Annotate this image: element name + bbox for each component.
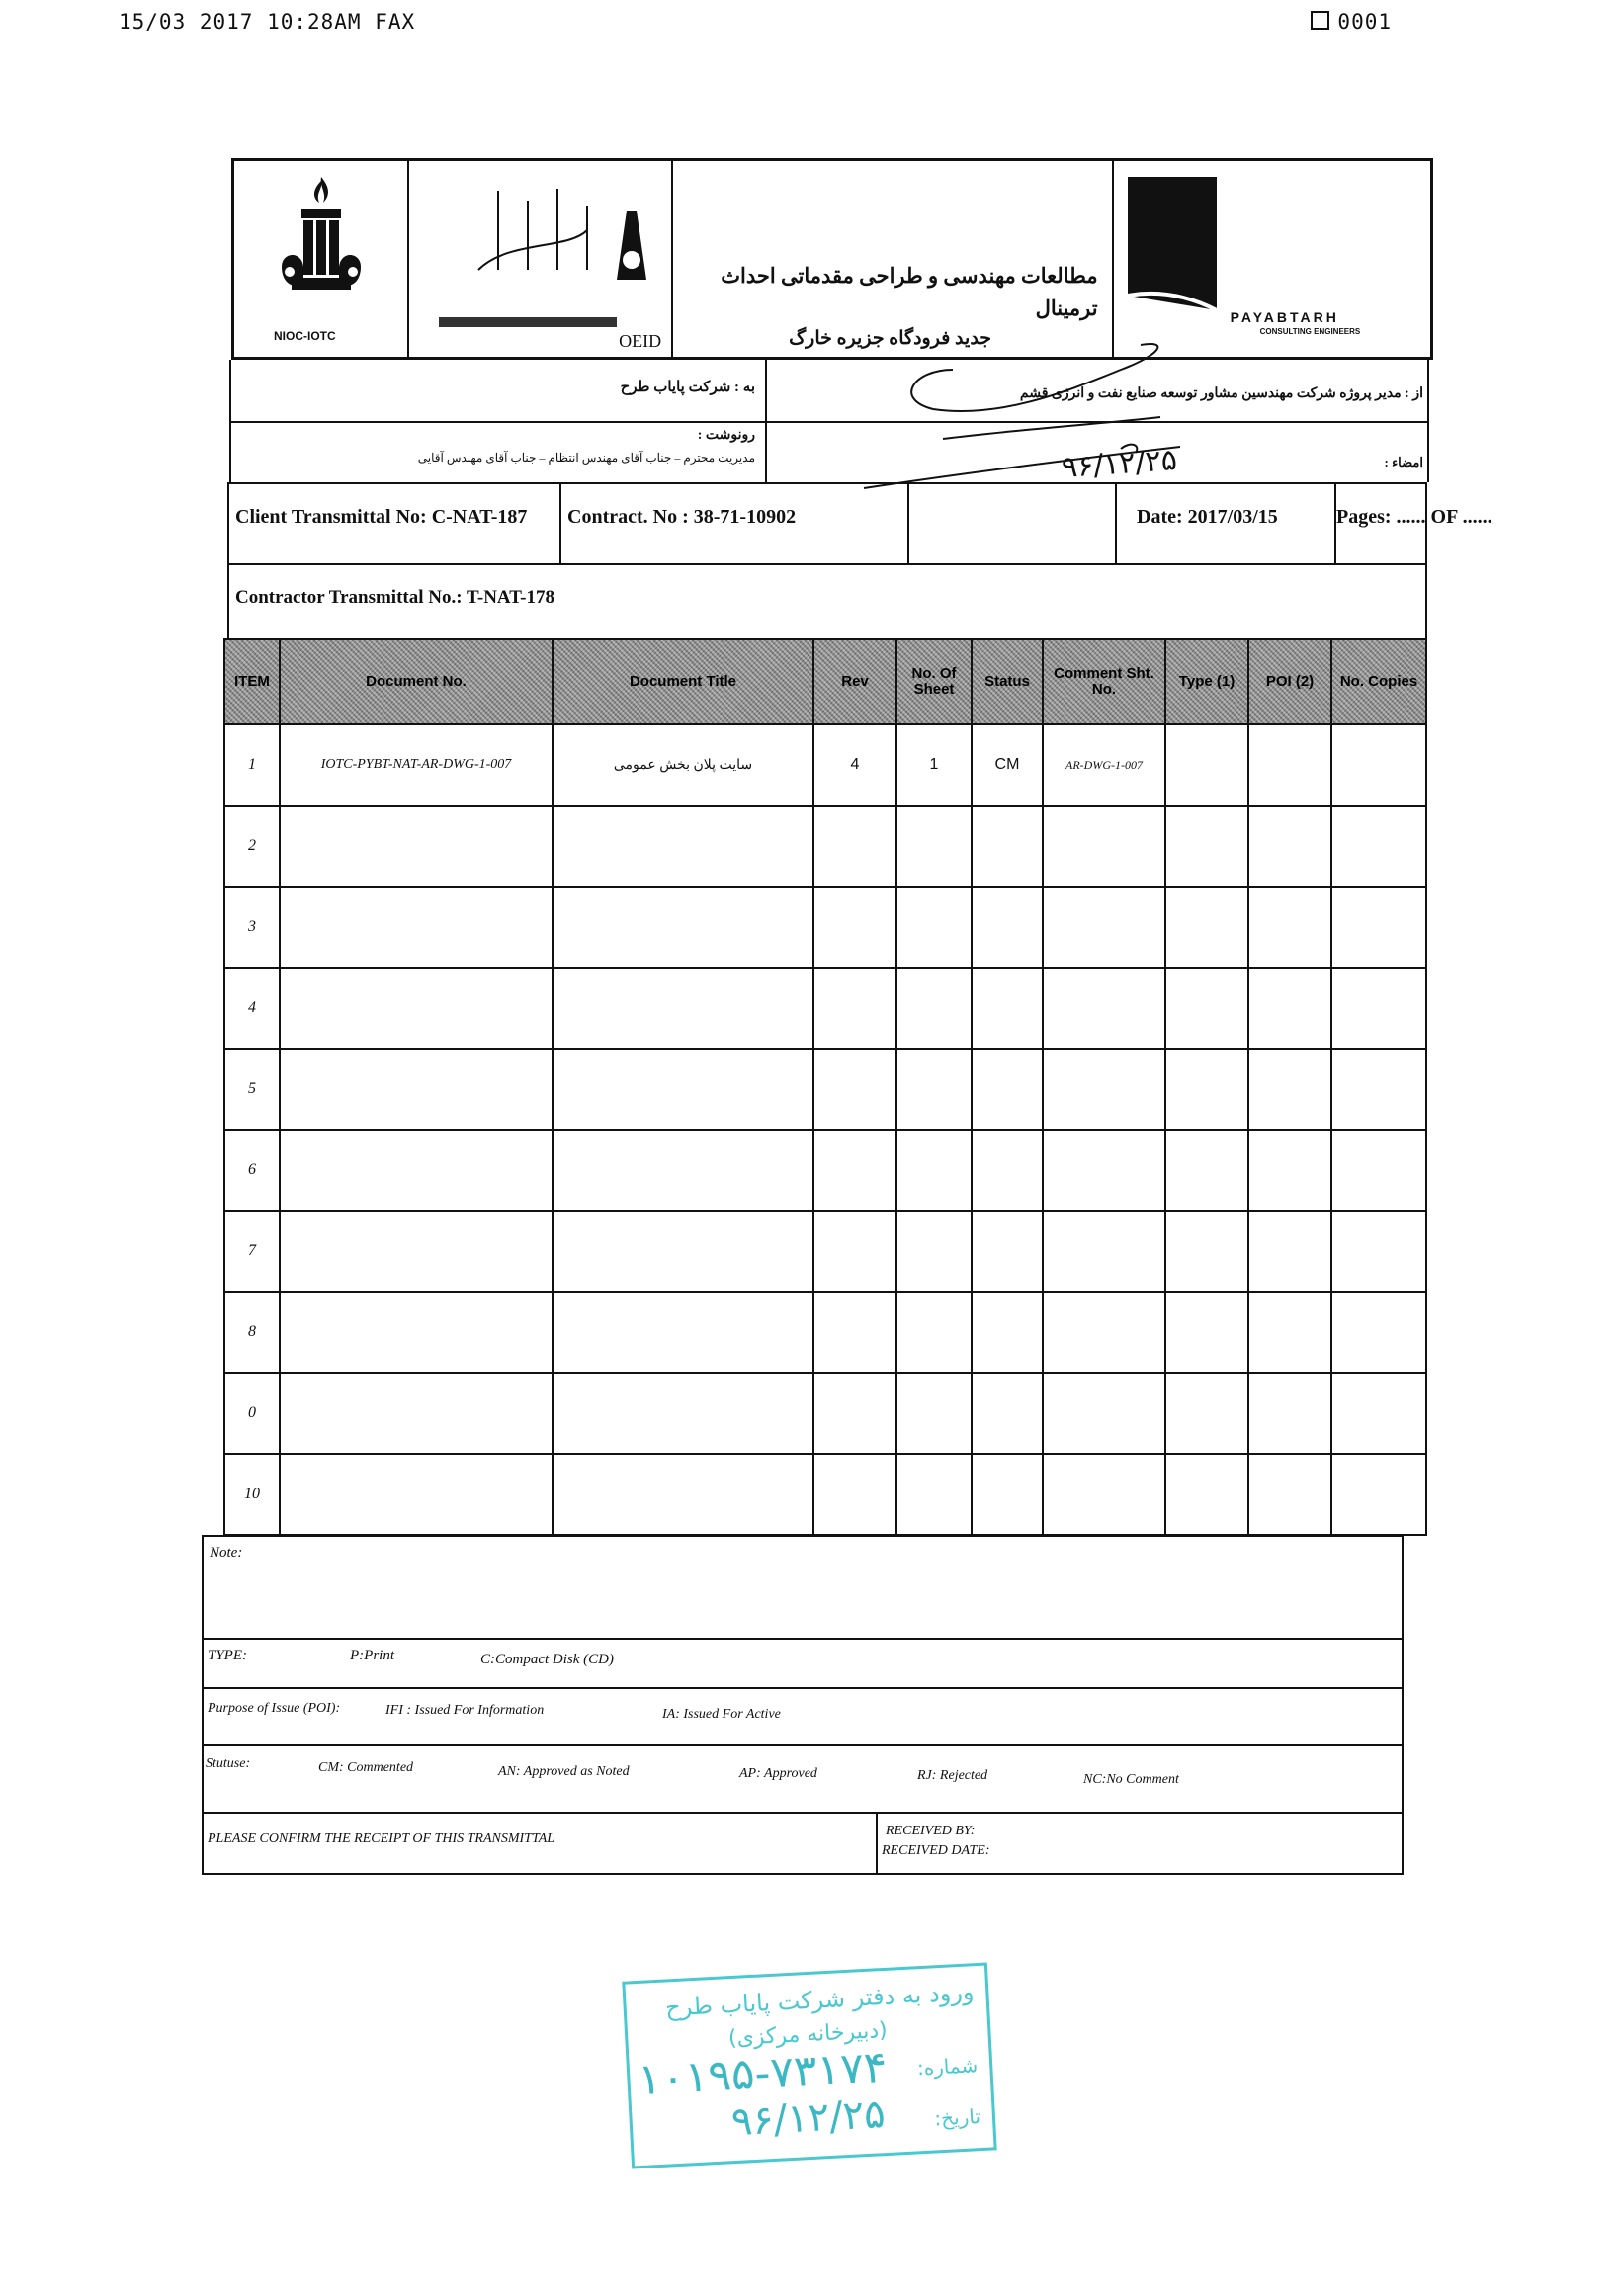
stamp-number-value: ۱۰۱۹۵-۷۳۱۷۴: [637, 2041, 889, 2106]
cell-copies: [1331, 1211, 1426, 1292]
legend-divider-3: [204, 1744, 1402, 1746]
table-row: [224, 887, 1426, 968]
cell-title: [553, 968, 813, 1049]
poi-ia: IA: Issued For Active: [662, 1707, 781, 1722]
payabtarh-name: PAYABTARH: [1230, 309, 1339, 325]
oeid-logo-icon: [419, 181, 666, 329]
cell-doc-no: [280, 1373, 553, 1454]
cell-doc-no: [280, 887, 553, 968]
col-item: ITEM: [224, 639, 280, 724]
cell-copies: [1331, 968, 1426, 1049]
cell-status: [972, 1373, 1043, 1454]
cell-status: [972, 1454, 1043, 1535]
contractor-transmittal-no: Contractor Transmittal No.: T-NAT-178: [235, 587, 554, 608]
confirm-receipt: PLEASE CONFIRM THE RECEIPT OF THIS TRANSMITTAL: [208, 1831, 555, 1846]
col-no-copies: No. Copies: [1331, 639, 1426, 724]
cell-item: 7: [224, 1211, 280, 1292]
confirm-divider: [876, 1812, 878, 1875]
cell-poi: [1248, 1292, 1331, 1373]
cell-poi: [1248, 1130, 1331, 1211]
cell-status: [972, 1130, 1043, 1211]
nioc-caption: NIOC-IOTC: [274, 329, 336, 343]
cell-sheets: [896, 968, 972, 1049]
status-cm: CM: Commented: [318, 1760, 414, 1775]
cell-title: [553, 1373, 813, 1454]
stamp-number-label: شماره:: [916, 2053, 979, 2081]
oeid-caption: OEID: [619, 331, 662, 351]
cell-poi: [1248, 968, 1331, 1049]
status-rj: RJ: Rejected: [917, 1768, 988, 1783]
stamp-date-label: تاریخ:: [933, 2104, 981, 2131]
nioc-logo-icon: [262, 173, 381, 321]
cell-copies: [1331, 1130, 1426, 1211]
cell-title: [553, 1454, 813, 1535]
cell-doc-no: [280, 1049, 553, 1130]
cell-comment: [1043, 1211, 1165, 1292]
signature-label: امضاء :: [1384, 455, 1423, 469]
cell-poi: [1248, 887, 1331, 968]
cell-copies: [1331, 724, 1426, 806]
cell-rev: [813, 1373, 896, 1454]
col-type: Type (1): [1165, 639, 1248, 724]
pages-field: Pages: ...... OF ......: [1336, 506, 1492, 528]
cell-status: [972, 1292, 1043, 1373]
status-nc: NC:No Comment: [1083, 1772, 1179, 1787]
contract-no: Contract. No : 38-71-10902: [561, 484, 909, 563]
cell-sheets: [896, 1454, 972, 1535]
table-row: [224, 1292, 1426, 1373]
from-field: از : مدیر پروژه شرکت مهندسین مشاور توسعه صنایع نفت و انرژی قشم: [1019, 386, 1423, 401]
cell-comment: AR-DWG-1-007: [1043, 724, 1165, 806]
cell-type: [1165, 724, 1248, 806]
cell-rev: [813, 968, 896, 1049]
cell-title: [553, 887, 813, 968]
cell-doc-no: [280, 806, 553, 887]
cc-label: رونوشت :: [697, 428, 755, 443]
cell-type: [1165, 968, 1248, 1049]
to-field: به : شرکت پایاب طرح: [620, 380, 755, 395]
status-an: AN: Approved as Noted: [498, 1764, 630, 1779]
cell-comment: [1043, 887, 1165, 968]
payabtarh-logo-icon: [1128, 177, 1227, 325]
cell-rev: [813, 887, 896, 968]
cell-title: [553, 806, 813, 887]
cell-status: [972, 887, 1043, 968]
legend-block: [202, 1535, 1404, 1875]
payabtarh-logo-cell: [1114, 161, 1430, 357]
cell-status: [972, 968, 1043, 1049]
cell-comment: [1043, 968, 1165, 1049]
cell-doc-no: [280, 1211, 553, 1292]
cell-copies: [1331, 1049, 1426, 1130]
cell-sheets: [896, 1049, 972, 1130]
cell-status: [972, 806, 1043, 887]
col-rev: Rev: [813, 639, 896, 724]
legend-divider-2: [204, 1687, 1402, 1689]
cell-sheets: [896, 1130, 972, 1211]
type-cd: C:Compact Disk (CD): [480, 1652, 614, 1667]
cell-rev: [813, 806, 896, 887]
cell-sheets: [896, 806, 972, 887]
received-date: RECEIVED DATE:: [882, 1843, 990, 1858]
cell-type: [1165, 1373, 1248, 1454]
oeid-logo-cell: [409, 161, 673, 357]
cell-sheets: [896, 887, 972, 968]
cell-comment: [1043, 1049, 1165, 1130]
col-comment-sht: Comment Sht. No.: [1043, 639, 1165, 724]
cell-doc-no: [280, 1454, 553, 1535]
col-no-of-sheet: No. Of Sheet: [896, 639, 972, 724]
status-label: Stutuse:: [206, 1756, 251, 1771]
cell-item: 2: [224, 806, 280, 887]
col-document-no: Document No.: [280, 639, 553, 724]
cell-item: 5: [224, 1049, 280, 1130]
fax-checkbox-icon: [1311, 11, 1329, 30]
cell-item: 8: [224, 1292, 280, 1373]
cell-poi: [1248, 1454, 1331, 1535]
cell-doc-no: [280, 1292, 553, 1373]
cell-comment: [1043, 806, 1165, 887]
cell-rev: [813, 1211, 896, 1292]
cell-item: 4: [224, 968, 280, 1049]
poi-label: Purpose of Issue (POI):: [208, 1701, 341, 1716]
table-row: [224, 968, 1426, 1049]
cell-sheets: [896, 1211, 972, 1292]
cell-type: [1165, 1049, 1248, 1130]
table-row: [224, 1211, 1426, 1292]
cell-copies: [1331, 1292, 1426, 1373]
cell-poi: [1248, 1211, 1331, 1292]
cell-copies: [1331, 806, 1426, 887]
cell-item: 6: [224, 1130, 280, 1211]
cell-comment: [1043, 1373, 1165, 1454]
type-print: P:Print: [350, 1648, 394, 1663]
note-label: Note:: [210, 1545, 243, 1561]
cell-doc-no: [280, 968, 553, 1049]
table-header-row: [224, 639, 1426, 724]
cell-type: [1165, 1454, 1248, 1535]
date-pages-divider: [1115, 482, 1117, 565]
fax-page-value: 0001: [1337, 10, 1392, 34]
cell-type: [1165, 1130, 1248, 1211]
date-field: Date: 2017/03/15: [909, 484, 1336, 563]
cell-poi: [1248, 1049, 1331, 1130]
poi-ifi: IFI : Issued For Information: [385, 1703, 545, 1718]
cell-copies: [1331, 887, 1426, 968]
cell-sheets: 1: [896, 724, 972, 806]
table-row: [224, 806, 1426, 887]
reception-stamp: [622, 1962, 996, 2168]
cell-sheets: [896, 1373, 972, 1454]
table-row: [224, 1130, 1426, 1211]
cell-status: CM: [972, 724, 1043, 806]
table-row: [224, 1454, 1426, 1535]
cell-copies: [1331, 1454, 1426, 1535]
client-transmittal-no: Client Transmittal No: C-NAT-187: [229, 484, 561, 563]
cell-item: 10: [224, 1454, 280, 1535]
cell-item: 3: [224, 887, 280, 968]
fax-timestamp: 15/03 2017 10:28AM FAX: [119, 10, 416, 34]
col-poi: POI (2): [1248, 639, 1331, 724]
cell-item: 0: [224, 1373, 280, 1454]
cell-title: [553, 1130, 813, 1211]
cell-copies: [1331, 1373, 1426, 1454]
cell-rev: 4: [813, 724, 896, 806]
table-row: [224, 1373, 1426, 1454]
cell-type: [1165, 806, 1248, 887]
col-document-title: Document Title: [553, 639, 813, 724]
type-label: TYPE:: [208, 1648, 248, 1663]
handwritten-date: ۹۶/۱۲/۲۵: [1060, 442, 1178, 486]
cell-item: 1: [224, 724, 280, 806]
cell-doc-no: IOTC-PYBT-NAT-AR-DWG-1-007: [280, 724, 553, 806]
nioc-logo-cell: [234, 161, 409, 357]
project-title-line-2: جدید فرودگاه جزیره خارگ: [789, 328, 992, 350]
cell-sheets: [896, 1292, 972, 1373]
cell-status: [972, 1211, 1043, 1292]
cell-poi: [1248, 724, 1331, 806]
cell-status: [972, 1049, 1043, 1130]
stamp-line-1: ورود به دفتر شرکت پایاب طرح: [664, 1978, 976, 2022]
cell-rev: [813, 1292, 896, 1373]
legend-divider-4: [204, 1812, 1402, 1814]
cell-title: [553, 1292, 813, 1373]
cell-doc-no: [280, 1130, 553, 1211]
cell-type: [1165, 887, 1248, 968]
project-title-cell: [673, 161, 1114, 357]
cell-title: [553, 1049, 813, 1130]
cell-rev: [813, 1049, 896, 1130]
payabtarh-sub: CONSULTING ENGINEERS: [1259, 327, 1361, 336]
cell-title: سایت پلان بخش عمومی: [553, 724, 813, 806]
cell-rev: [813, 1454, 896, 1535]
cell-comment: [1043, 1454, 1165, 1535]
status-ap: AP: Approved: [739, 1766, 817, 1781]
transmittal-info-row: [227, 482, 1492, 565]
cell-comment: [1043, 1292, 1165, 1373]
cell-type: [1165, 1211, 1248, 1292]
handwritten-signature: [745, 330, 1259, 468]
stamp-date-value: ۹۶/۱۲/۲۵: [729, 2091, 887, 2146]
stamp-line-2: (دبیرخانه مرکزی): [727, 2017, 889, 2052]
table-row: [224, 724, 1426, 806]
cc-text: مدیریت محترم – جناب آقای مهندس انتظام – جناب آقای مهندس آقایی: [417, 451, 755, 465]
table-row: [224, 1049, 1426, 1130]
cell-poi: [1248, 806, 1331, 887]
project-title-line-1: مطالعات مهندسی و طراحی مقدماتی احداث ترمینال: [721, 264, 1098, 320]
table-body: [224, 724, 1426, 1535]
legend-divider-1: [204, 1638, 1402, 1640]
cell-comment: [1043, 1130, 1165, 1211]
cell-rev: [813, 1130, 896, 1211]
cell-type: [1165, 1292, 1248, 1373]
col-status: Status: [972, 639, 1043, 724]
address-block: [229, 360, 1429, 486]
cell-poi: [1248, 1373, 1331, 1454]
received-by: RECEIVED BY:: [886, 1824, 976, 1838]
document-table: [223, 638, 1427, 1536]
cell-title: [553, 1211, 813, 1292]
fax-page-number: [1311, 10, 1392, 34]
